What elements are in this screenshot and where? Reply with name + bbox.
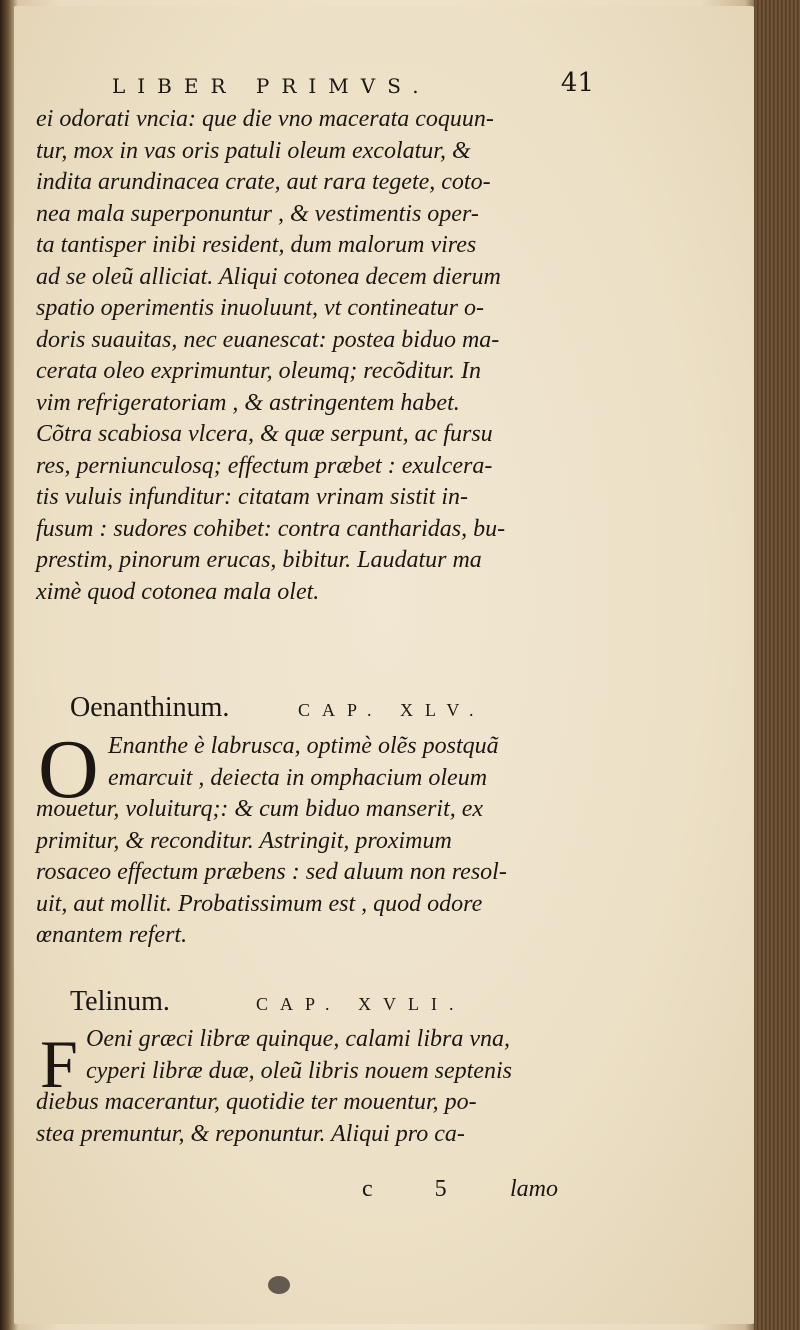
text-line: primitur, & reconditur. Astringit, proximum — [36, 827, 452, 854]
text-line: mouetur, voluiturq;: & cum biduo manserit, ex — [36, 796, 484, 822]
text-line: rosaceo effectum præbens : sed aluum non resol- — [36, 859, 507, 885]
text-line: uit, aut mollit. Probatissimum est , quod odore — [36, 890, 483, 917]
oenanthinum-paragraph-head — [108, 731, 598, 794]
text-line: stea premuntur, & reponuntur. Aliqui pro ca- — [36, 1120, 465, 1147]
section-title-oenanthinum: Oenanthinum. — [70, 692, 230, 723]
text-line: diebus macerantur, quotidie ter mouentur, po- — [36, 1089, 477, 1115]
text-line: doris suauitas, nec euanescat: postea biduo ma- — [36, 326, 500, 353]
chapter-label-xlv: CAP. XLV. — [298, 700, 486, 720]
section-title-telinum: Telinum. — [70, 986, 170, 1017]
page-edges — [754, 0, 800, 1330]
text-line: vim refrigeratoriam , & astringentem habet. — [36, 389, 460, 416]
telinum-paragraph-head — [86, 1024, 598, 1087]
running-title: LIBER PRIMVS. — [112, 74, 431, 98]
drop-cap-o: O — [38, 723, 99, 816]
text-line: ximè quod cotonea mala olet. — [36, 578, 320, 605]
text-line: fusum : sudores cohibet: contra cantharidas, bu- — [36, 515, 506, 542]
text-line: tis vuluis infunditur: citatam vrinam sistit in- — [36, 484, 468, 510]
text-line: res, perniunculosq; effectum præbet : exulcera- — [36, 452, 493, 479]
text-line: emarcuit , deiecta in omphacium oleum — [108, 764, 488, 791]
text-line: Enanthe è labrusca, optimè olẽs postquã — [108, 733, 499, 759]
text-line: ei odorati vncia: que die vno macerata coquun- — [36, 106, 494, 132]
chapter-label-xvli: CAP. XVLI. — [256, 994, 466, 1014]
oenanthinum-paragraph — [36, 794, 592, 952]
continuation-paragraph — [36, 104, 592, 608]
folio-number: 41 — [560, 68, 594, 98]
text-line: prestim, pinorum erucas, bibitur. Laudatur ma — [36, 547, 482, 573]
text-line: spatio operimentis inuoluunt, vt contineatur o- — [36, 295, 484, 321]
text-line: nea mala superponuntur , & vestimentis oper- — [36, 200, 479, 227]
text-line: Oeni græci libræ quinque, calami libra vna, — [86, 1026, 510, 1052]
text-line: cyperi libræ duæ, oleũ libris nouem septenis — [86, 1057, 512, 1084]
telinum-paragraph — [36, 1087, 592, 1150]
text-line: tur, mox in vas oris patuli oleum excolatur, & — [36, 137, 471, 164]
ink-smudge — [268, 1276, 290, 1294]
text-line: Cõtra scabiosa vlcera, & quæ serpunt, ac fursu — [36, 421, 493, 447]
text-line: ta tantisper inibi resident, dum malorum vires — [36, 232, 477, 258]
catchword: lamo — [510, 1176, 558, 1202]
signature-mark: c 5 — [362, 1176, 475, 1202]
drop-cap-f: F — [40, 1026, 78, 1102]
text-line: indita arundinacea crate, aut rara tegete, coto- — [36, 169, 491, 195]
page-header — [112, 68, 594, 104]
text-line: œnantem refert. — [36, 922, 188, 948]
text-line: cerata oleo exprimuntur, oleumq; recõditur. In — [36, 358, 482, 384]
text-line: ad se oleũ alliciat. Aliqui cotonea decem dierum — [36, 263, 501, 290]
